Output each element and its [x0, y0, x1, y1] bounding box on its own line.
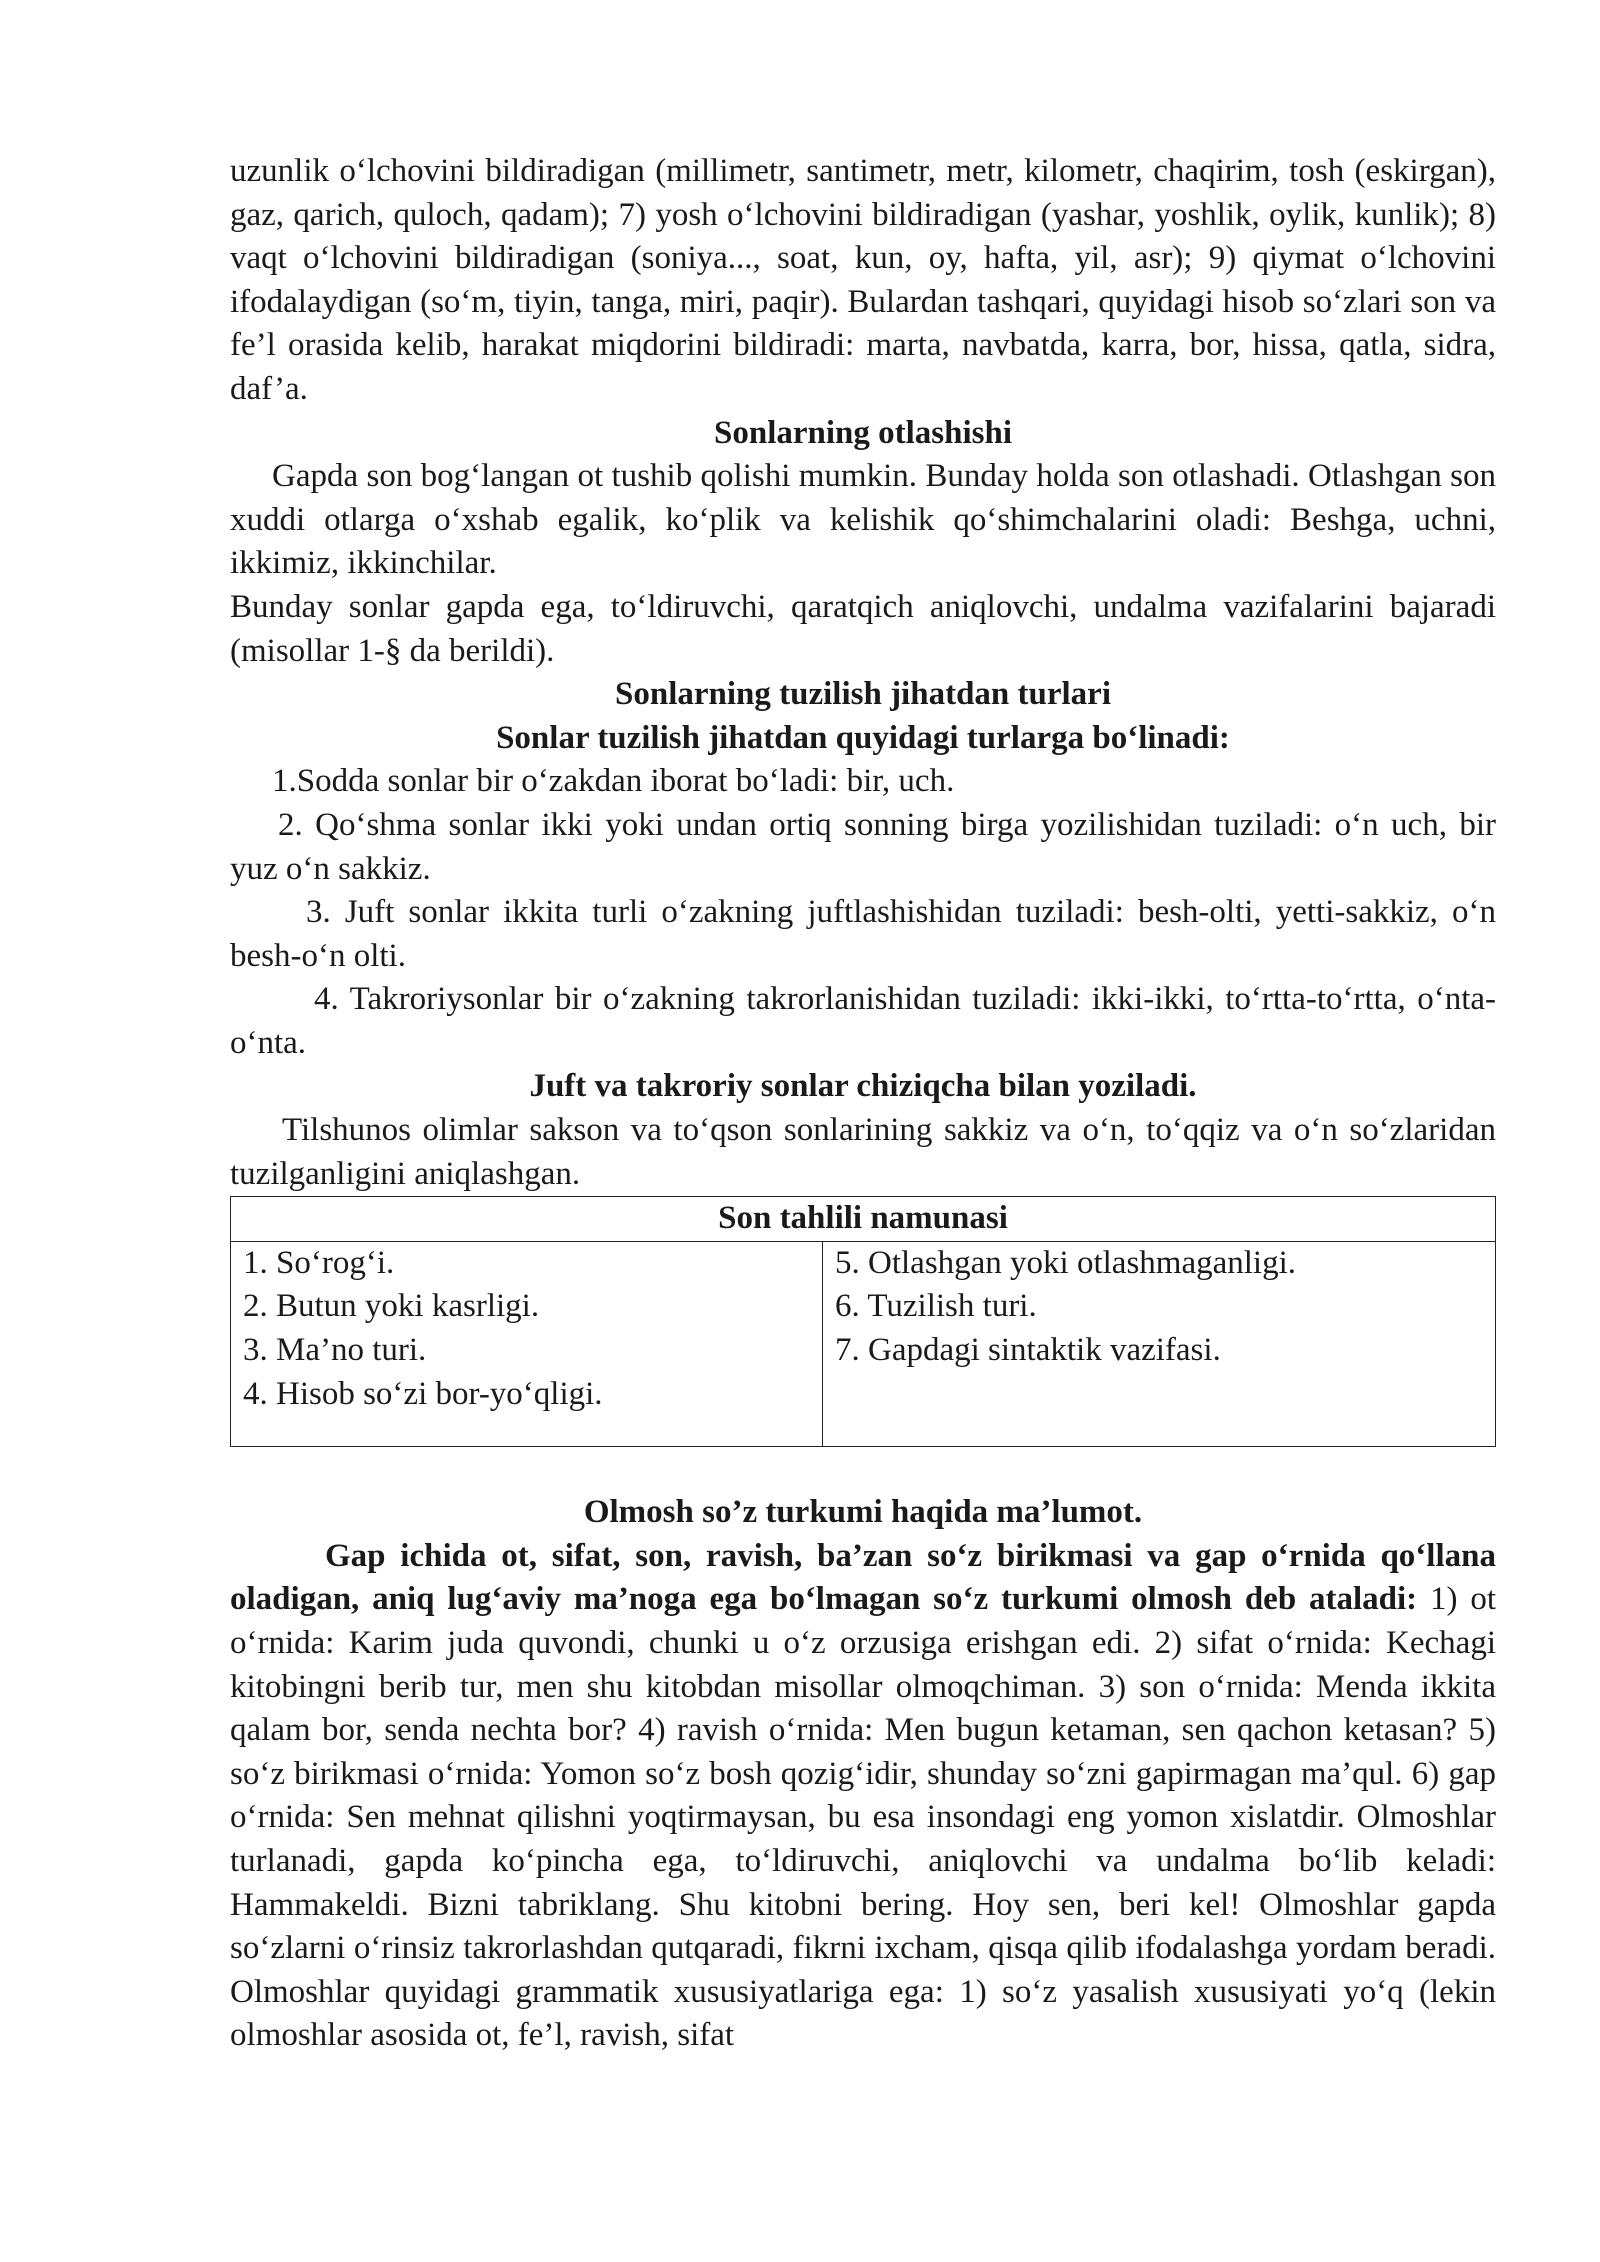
paragraph-linguists: Tilshunos olimlar sakson va to‘qson sonlarining sakkiz va o‘n, to‘qqiz va o‘n so‘zlaridan tuzilganligini aniqlashgan.: [230, 1112, 1496, 1192]
heading-structure-types: Sonlarning tuzilish jihatdan turlari: [614, 676, 1111, 713]
table-right-column: [823, 1241, 1496, 1446]
heading-hyphen-rule: Juft va takroriy sonlar chiziqcha bilan yoziladi.: [529, 1068, 1197, 1105]
table-item: 1. So‘rog‘i.: [243, 1244, 395, 1281]
subheading-structure-types: Sonlar tuzilish jihatdan quyidagi turlarga bo‘linadi:: [496, 719, 1230, 756]
paragraph-functions: Bunday sonlar gapda ega, to‘ldiruvchi, qaratqich aniqlovchi, undalma vazifalarini bajaradi (misollar 1-§ da berildi).: [230, 588, 1496, 669]
table-item: 4. Hisob so‘zi bor-yo‘qligi.: [243, 1375, 603, 1412]
spacer: [230, 1447, 1496, 1491]
table-left-column: [231, 1241, 823, 1446]
table-item: 2. Butun yoki kasrligi.: [243, 1288, 540, 1325]
pronoun-definition: Gap ichida ot, sifat, son, ravish, ba’zan so‘z birikmasi va gap o‘rnida qo‘llana oladigan, aniq lug‘aviy ma’noga ega bo‘lmagan so‘z turkumi olmosh deb ataladi:: [230, 1537, 1496, 1618]
table-item: 5. Otlashgan yoki otlashmaganligi.: [835, 1244, 1297, 1281]
list-item-compound: 2. Qo‘shma sonlar ikki yoki undan ortiq sonning birga yozilishidan tuziladi: o‘n uch, bir yuz o‘n sakkiz.: [230, 806, 1496, 887]
paragraph-pronoun: [230, 1535, 1496, 2058]
pronoun-examples: 1) ot o‘rnida: Karim juda quvondi, chunki u o‘z orzusiga erishgan edi. 2) sifat o‘rnida: Kechagi kitobingni berib tur, men shu kitobdan misollar olmoqchiman. 3) son o‘rnida: Menda ikkita qalam bor, senda nechta bor? 4) ravish o‘rnida: Men bugun ketaman, sen qachon ketasan? 5) so‘z birikmasi o‘rnida: Yomon so‘z bosh qozig‘idir, shunday so‘zni gapirmagan ma’qul. 6) gap o‘rnida: Sen mehnat qilishni yoqtirmaysan, bu esa insondagi eng yomon xislatdir. Olmoshlar turlanadi, gapda ko‘pincha ega, to‘ldiruvchi, aniqlovchi va undalma bo‘lib keladi: Hammakeldi. Bizni tabriklang. Shu kitobni bering. Hoy sen, beri kel! Olmoshlar gapda so‘zlarni o‘rinsiz takrorlashdan qutqaradi, fikrni ixcham, qisqa qilib ifodalashga yordam beradi. Olmoshlar quyidagi grammatik xususiyatlariga ega: 1) so‘z yasalish xususiyati yo‘q (lekin olmoshlar asosida ot, fe’l, ravish, sifat: [230, 1581, 1496, 2054]
table-title: Son tahlili namunasi: [231, 1197, 1496, 1242]
table-item: 3. Ma’no turi.: [243, 1332, 427, 1369]
analysis-table: [230, 1196, 1496, 1447]
document-page: [230, 150, 1496, 2058]
paragraph-substantivization: Gapda son bog‘langan ot tushib qolishi mumkin. Bunday holda son otlashadi. Otlashgan son xuddi otlarga o‘xshab egalik, ko‘plik va kelishik qo‘shimchalarini oladi: Beshga, uchni, ikkimiz, ikkinchilar.: [230, 458, 1496, 582]
paragraph-measure-words: uzunlik o‘lchovini bildiradigan (millimetr, santimetr, metr, kilometr, chaqirim, tosh (eskirgan), gaz, qarich, quloch, qadam); 7) yosh o‘lchovini bildiradigan (yashar, yoshlik, oylik, kunlik); 8) vaqt o‘lchovini bildiradigan (soniya..., soat, kun, oy, hafta, yil, asr); 9) qiymat o‘lchovini ifodalaydigan (so‘m, tiyin, tanga, miri, paqir). Bulardan tashqari, quyidagi hisob so‘zlari son va fe’l orasida kelib, harakat miqdorini bildiradi: marta, navbatda, karra, bor, hissa, qatla, sidra, daf’a.: [230, 153, 1496, 407]
list-item-paired: 3. Juft sonlar ikkita turli o‘zakning juftlashishidan tuziladi: besh-olti, yetti-sakkiz, o‘n besh-o‘n olti.: [230, 894, 1496, 974]
heading-substantivization: Sonlarning otlashishi: [713, 414, 1013, 451]
table-item: 6. Tuzilish turi.: [835, 1288, 1037, 1325]
heading-pronoun: Olmosh so’z turkumi haqida ma’lumot.: [583, 1494, 1143, 1531]
list-item-simple: 1.Sodda sonlar bir o‘zakdan iborat bo‘ladi: bir, uch.: [272, 763, 955, 800]
table-item: 7. Gapdagi sintaktik vazifasi.: [835, 1332, 1221, 1369]
list-item-repeated: 4. Takroriysonlar bir o‘zakning takrorlanishidan tuziladi: ikki-ikki, to‘rtta-to‘rtta, o‘nta-o‘nta.: [230, 981, 1496, 1061]
